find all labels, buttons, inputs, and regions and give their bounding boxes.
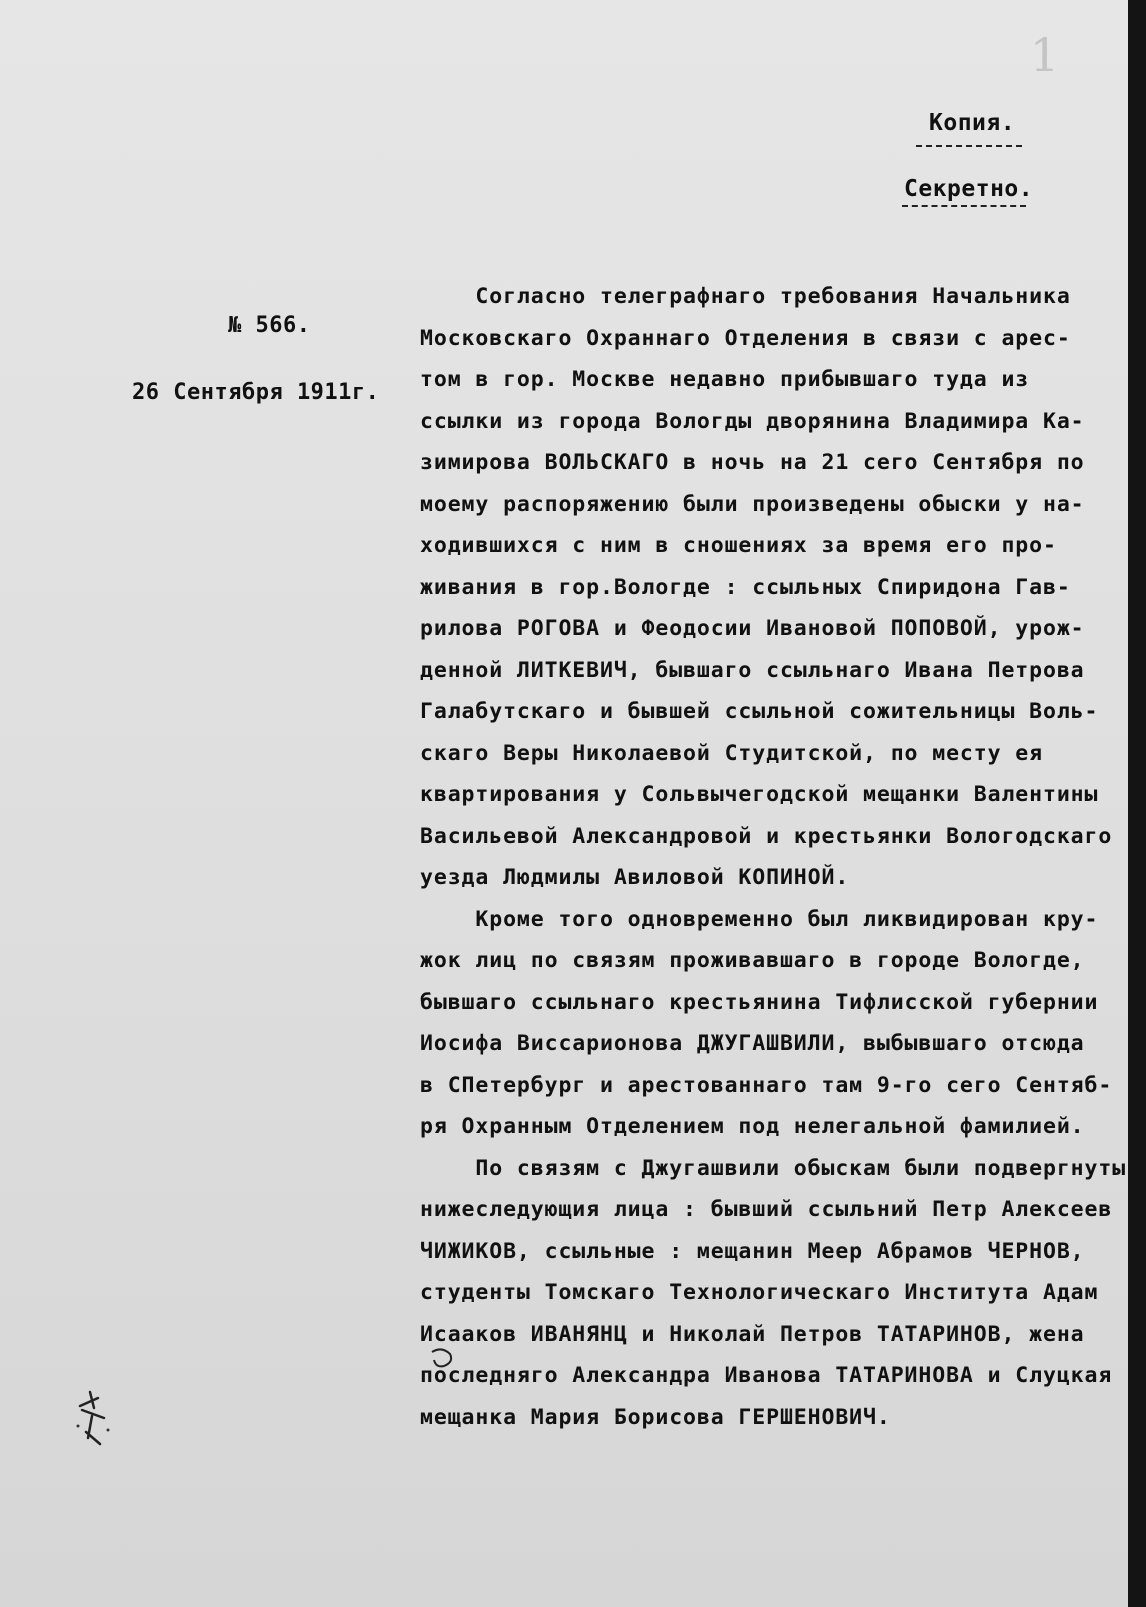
- ink-mark: [428, 1346, 458, 1370]
- secret-label-underline: [902, 205, 1026, 207]
- body-line: Иосифа Виссарионова ДЖУГАШВИЛИ, выбывшаго отсюда: [420, 1031, 1085, 1056]
- body-line: уезда Людмилы Авиловой КОПИНОЙ.: [420, 865, 850, 890]
- body-line: Согласно телеграфнаго требования Начальника: [420, 284, 1071, 309]
- body-line: Галабутскаго и бывшей ссыльной сожительницы Воль-: [420, 699, 1099, 724]
- body-line: моему распоряжению были произведены обыски у на-: [420, 491, 1085, 517]
- body-line: ходившихся с ним в сношениях за время его про-: [420, 533, 1057, 558]
- archive-page-number: 1: [1030, 28, 1060, 82]
- body-line: ссылки из города Вологды дворянина Владимира Ка-: [420, 408, 1085, 434]
- copy-label: Копия.: [929, 110, 1016, 136]
- body-line: живания в гор.Вологде : ссыльных Спиридона Гав-: [420, 574, 1071, 600]
- body-line: По связям с Джугашвили обыскам были подвергнуты: [420, 1155, 1127, 1181]
- body-line: квартирования у Сольвычегодской мещанки Валентины: [420, 782, 1099, 807]
- body-line: том в гор. Москве недавно прибывшаго туда из: [420, 367, 1030, 392]
- body-line: рилова РОГОВА и Феодосии Ивановой ПОПОВОЙ, урож-: [420, 616, 1085, 641]
- copy-label-underline: [916, 145, 1022, 147]
- scan-edge: [1128, 0, 1146, 1607]
- body-line: последняго Александра Иванова ТАТАРИНОВА и Слуцкая: [420, 1363, 1113, 1388]
- body-line: в СПетербург и арестованнаго там 9-го сего Сентяб-: [420, 1072, 1113, 1098]
- body-line: Исааков ИВАНЯНЦ и Николай Петров ТАТАРИНОВ, жена: [420, 1321, 1085, 1347]
- secret-label: Секретно.: [904, 176, 1034, 202]
- body-line: Васильевой Александровой и крестьянки Вологодскаго: [420, 823, 1113, 849]
- body-line: нижеследующия лица : бывший ссыльний Петр Алексеев: [420, 1197, 1113, 1222]
- body-line: ЧИЖИКОВ, ссыльные : мещанин Меер Абрамов ЧЕРНОВ,: [420, 1238, 1085, 1264]
- document-date: 26 Сентября 1911г.: [132, 380, 380, 405]
- body-line: Кроме того одновременно был ликвидирован кру-: [420, 906, 1099, 932]
- body-line: зимирова ВОЛЬСКАГО в ночь на 21 сего Сентября по: [420, 450, 1085, 475]
- margin-mark: [68, 1388, 118, 1448]
- document-number: № 566.: [228, 313, 311, 338]
- body-line: мещанка Мария Борисова ГЕРШЕНОВИЧ.: [420, 1404, 891, 1430]
- body-line: Московскаго Охраннаго Отделения в связи с арес-: [420, 325, 1071, 351]
- body-line: жок лиц по связям проживавшаго в городе Вологде,: [420, 948, 1085, 973]
- body-line: скаго Веры Николаевой Студитской, по месту ея: [420, 740, 1043, 766]
- body-line: студенты Томскаго Технологическаго Института Адам: [420, 1280, 1099, 1305]
- body-line: ря Охранным Отделением под нелегальной фамилией.: [420, 1114, 1085, 1139]
- body-line: денной ЛИТКЕВИЧ, бывшаго ссыльнаго Ивана Петрова: [420, 657, 1085, 683]
- body-line: бывшаго ссыльнаго крестьянина Тифлисской губернии: [420, 989, 1099, 1015]
